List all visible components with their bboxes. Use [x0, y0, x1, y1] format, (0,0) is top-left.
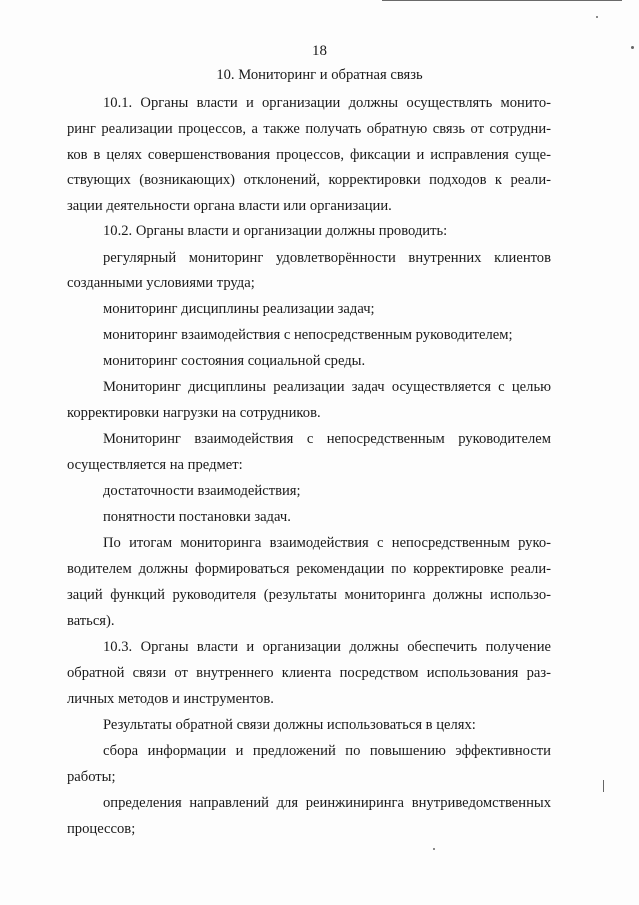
section-title: 10. Мониторинг и обратная связь [216, 67, 423, 83]
paragraph-line: зации деятельности органа власти или организации. [67, 198, 392, 214]
list-item-line: сбора информации и предложений по повышению эффективности [103, 743, 551, 759]
paragraph-line: корректировки нагрузки на сотрудников. [67, 405, 321, 421]
paragraph-line: 10.1. Органы власти и организации должны осуществлять монито- [103, 95, 551, 111]
list-item: мониторинг взаимодействия с непосредственным руководителем; [103, 327, 513, 343]
paragraph-line: ринг реализации процессов, а также получать обратную связь от сотрудни- [67, 121, 551, 137]
paragraph-line: осуществляется на предмет: [67, 457, 243, 473]
paragraph-line: ков в целях совершенствования процессов, фиксации и исправления суще- [67, 147, 551, 163]
list-item: понятности постановки задач. [103, 509, 291, 525]
list-item-line: регулярный мониторинг удовлетворённости внутренних клиентов [103, 250, 551, 266]
paragraph-line: личных методов и инструментов. [67, 691, 274, 707]
paragraph-line: заций функций руководителя (результаты мониторинга должны использо- [67, 587, 551, 603]
list-item-line: созданными условиями труда; [67, 275, 255, 291]
paragraph-line: 10.2. Органы власти и организации должны проводить: [103, 223, 448, 239]
scan-speck [596, 16, 598, 18]
paragraph-line: Результаты обратной связи должны использоваться в целях: [103, 717, 476, 733]
paragraph-line: 10.3. Органы власти и организации должны обеспечить получение [103, 639, 551, 655]
list-item-line: процессов; [67, 821, 136, 837]
page-number: 18 [312, 43, 327, 59]
list-item-line: определения направлений для реинжиниринга внутриведомственных [103, 795, 551, 811]
paragraph-line: Мониторинг дисциплины реализации задач осуществляется с целью [103, 379, 551, 395]
list-item-line: работы; [67, 769, 116, 785]
paragraph-line: ствующих (возникающих) отклонений, корректировки подходов к реали- [67, 172, 551, 188]
paragraph-line: водителем должны формироваться рекомендации по корректировке реали- [67, 561, 551, 577]
top-scan-rule [382, 0, 622, 1]
scan-speck [433, 848, 435, 850]
paragraph-line: Мониторинг взаимодействия с непосредственным руководителем [103, 431, 551, 447]
list-item: достаточности взаимодействия; [103, 483, 301, 499]
list-item: мониторинг дисциплины реализации задач; [103, 301, 375, 317]
paragraph-line: ваться). [67, 613, 115, 629]
paragraph-line: обратной связи от внутреннего клиента посредством использования раз- [67, 665, 551, 681]
list-item: мониторинг состояния социальной среды. [103, 353, 366, 369]
scan-speck [603, 780, 604, 792]
paragraph-line: По итогам мониторинга взаимодействия с непосредственным руко- [103, 535, 551, 551]
